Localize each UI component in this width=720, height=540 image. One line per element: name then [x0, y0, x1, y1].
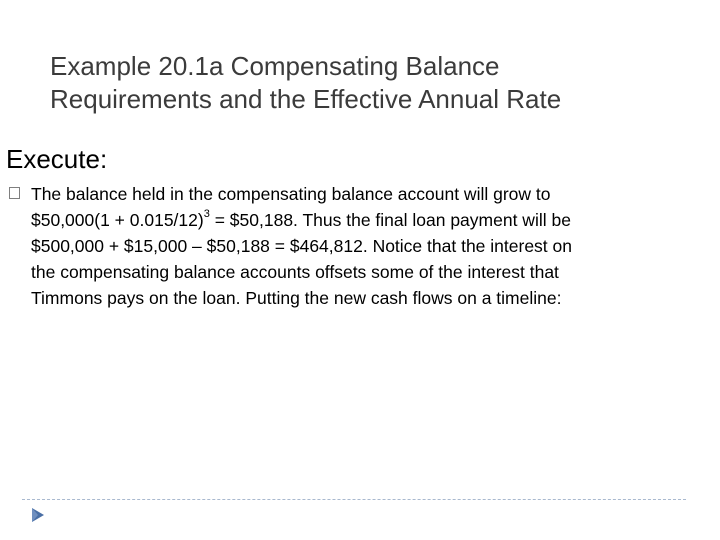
nav-arrow-icon [30, 507, 46, 523]
bullet-box-icon [9, 187, 20, 199]
bullet-line-1: The balance held in the compensating balance account will grow to [31, 184, 551, 204]
bullet-text [31, 181, 691, 311]
slide-title-line-2: Requirements and the Effective Annual Rate [50, 84, 562, 114]
bullet-line-2-start: $50,000(1 + 0.015/12) [31, 210, 204, 230]
bullet-line-2 [31, 207, 691, 233]
footer-divider [22, 499, 686, 500]
slide-title [50, 50, 690, 116]
section-heading: Execute: [6, 144, 108, 174]
exponent: 3 [203, 208, 210, 221]
bullet-line-4: the compensating balance accounts offsets some of the interest that [31, 262, 559, 282]
bullet-line-3: $500,000 + $15,000 – $50,188 = $464,812. Notice that the interest on [31, 236, 572, 256]
bullet-line-5: Timmons pays on the loan. Putting the new cash flows on a timeline: [31, 288, 562, 308]
slide-title-line-1: Example 20.1a Compensating Balance [50, 51, 500, 81]
bullet-line-2-end: = $50,188. Thus the final loan payment will be [209, 210, 571, 230]
